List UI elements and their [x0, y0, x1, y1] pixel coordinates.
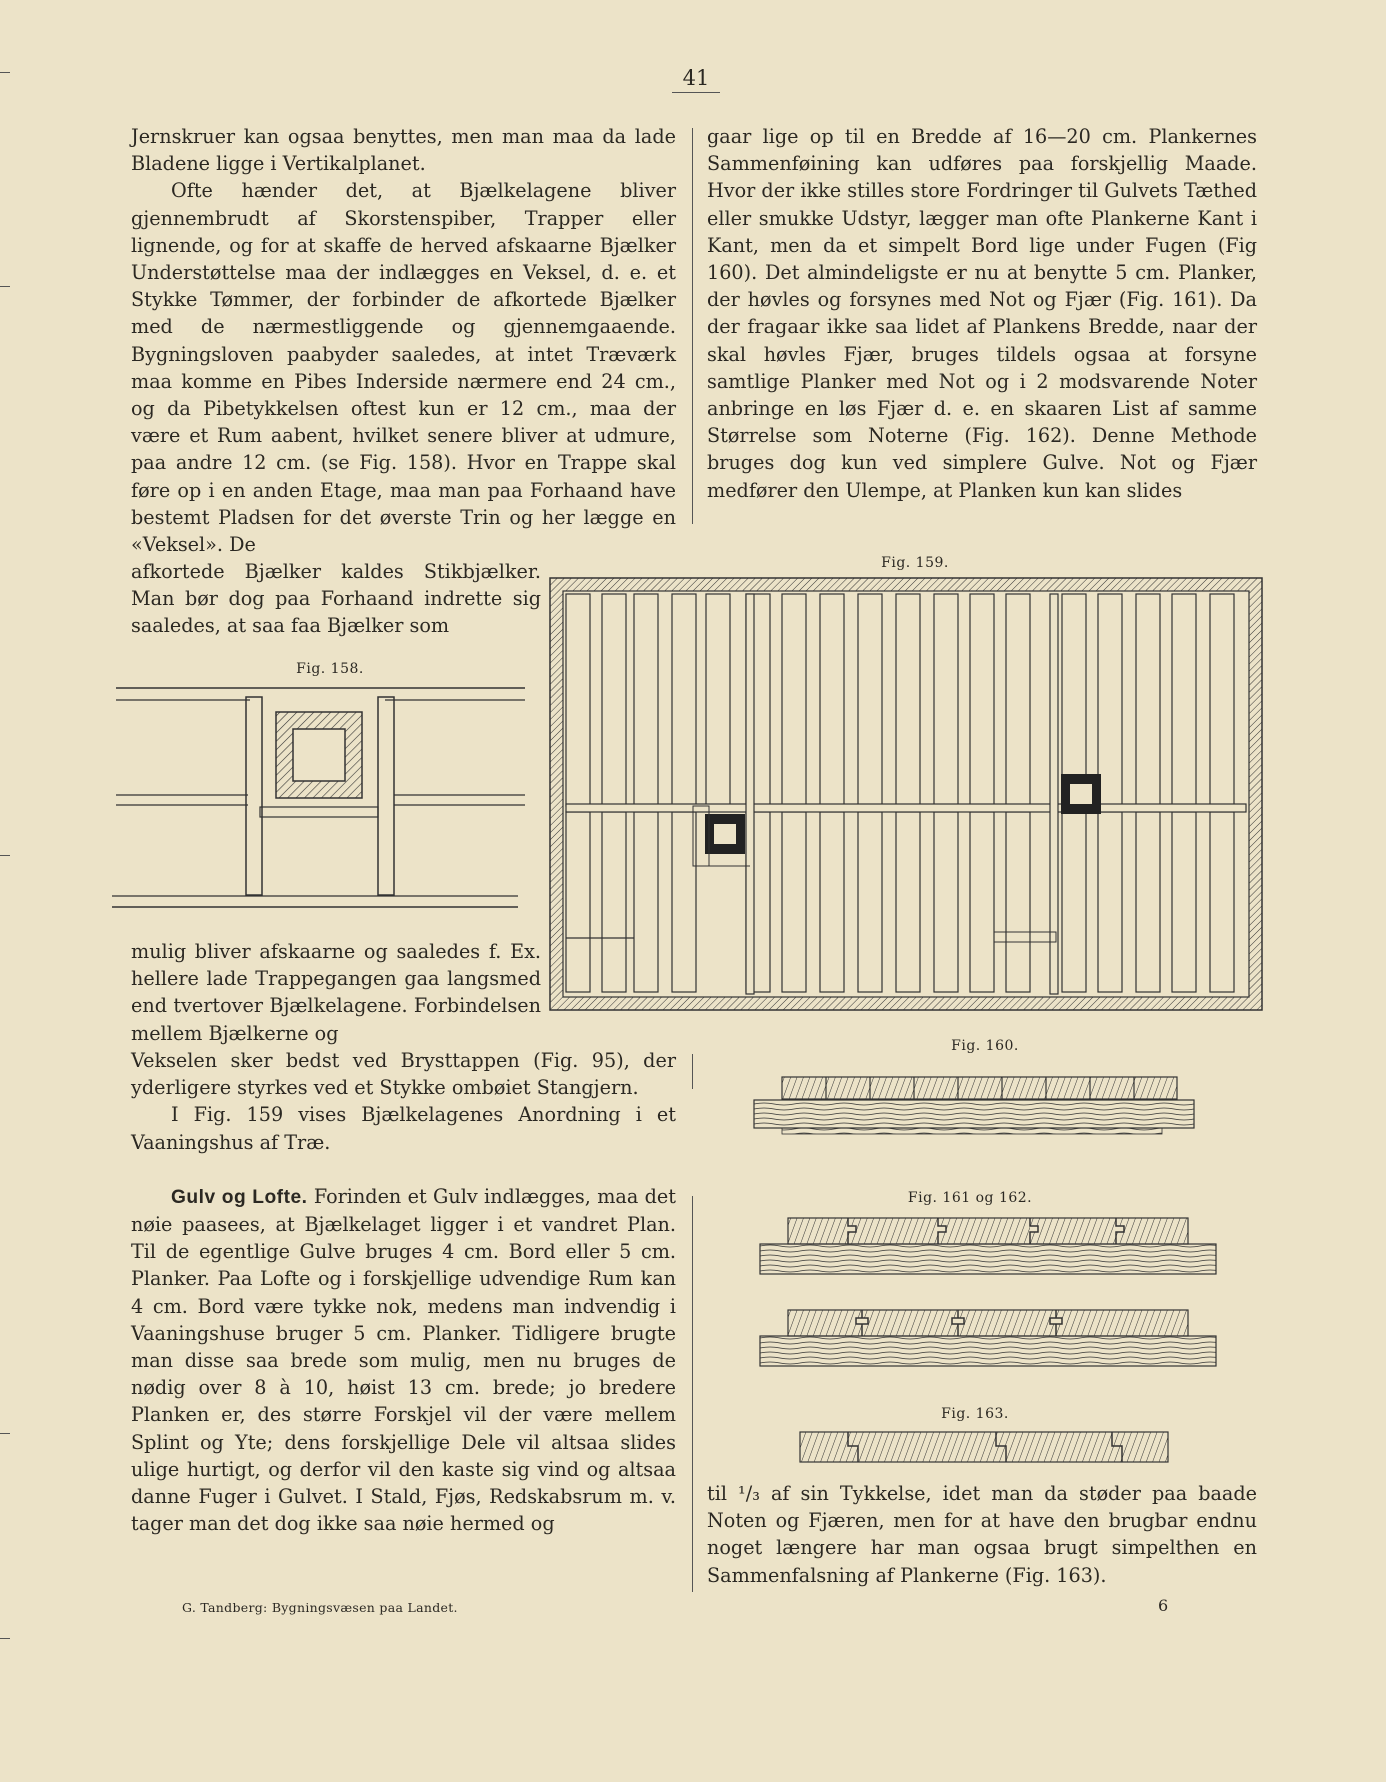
paragraph: Jernskruer kan ogsaa benyttes, men man maa da lade Bladene ligge i Vertikalplanet. — [131, 125, 676, 176]
joist-upper — [1098, 594, 1122, 806]
joist-lower — [820, 812, 844, 992]
scan-edge-mark — [0, 1433, 10, 1434]
joist-lower — [934, 812, 958, 992]
figure-163-rebated-joint-drawing — [800, 1430, 1170, 1466]
scan-edge-mark — [0, 286, 10, 287]
joist-upper — [566, 594, 590, 806]
joist-upper — [672, 594, 696, 806]
joist-lower — [672, 812, 696, 992]
figure-caption-158: Fig. 158. — [296, 661, 364, 677]
scan-edge-mark — [0, 1638, 10, 1639]
joist-lower — [970, 812, 994, 992]
column-divider — [692, 1196, 693, 1592]
column-divider — [692, 1054, 693, 1089]
scan-edge-mark — [0, 855, 10, 856]
left-column-narrow-lower — [131, 938, 541, 1047]
text-run: til — [707, 1482, 739, 1505]
paragraph-continued — [707, 1480, 1257, 1589]
figure-161-tongue-groove-drawing — [760, 1214, 1220, 1286]
paragraph-continued: mulig bliver afskaarne og saaledes f. Ex. hellere lade Trappegangen gaa langsmed end tvertover Bjælkelagene. Forbindelsen mellem Bjælkerne og — [131, 940, 541, 1045]
joist-upper — [970, 594, 994, 806]
main-beam — [746, 594, 754, 994]
scan-edge-mark — [0, 72, 10, 73]
joist-upper — [634, 594, 658, 806]
figure-159-joist-layout-drawing — [550, 578, 1262, 1010]
joist-lower — [1172, 812, 1196, 992]
figure-caption-163: Fig. 163. — [941, 1406, 1009, 1422]
figure-162-loose-tongue-drawing — [760, 1306, 1220, 1378]
joist-upper — [1136, 594, 1160, 806]
left-column-narrow — [131, 558, 541, 640]
figure-160-butt-joint-drawing — [754, 1072, 1204, 1152]
footer-note: G. Tandberg: Bygningsvæsen paa Landet. — [182, 1600, 458, 1615]
joist-lower — [1062, 812, 1086, 992]
joist-lower — [1098, 812, 1122, 992]
figure-caption-160: Fig. 160. — [951, 1038, 1019, 1054]
section-heading: Gulv og Lofte. — [171, 1186, 308, 1208]
joist-upper — [706, 594, 730, 806]
right-column-top — [707, 123, 1257, 504]
fraction: ¹/₃ — [738, 1482, 760, 1505]
joist-upper — [896, 594, 920, 806]
joist-lower — [1210, 812, 1234, 992]
joist-upper — [1172, 594, 1196, 806]
joist-lower — [858, 812, 882, 992]
paragraph-continued: Vekselen sker bedst ved Brysttappen (Fig. 95), der yderligere styrkes ved et Stykke ombøiet Stangjern. — [131, 1049, 676, 1100]
joist-upper — [858, 594, 882, 806]
column-divider — [692, 128, 693, 524]
joist-upper — [820, 594, 844, 806]
figure-caption-159: Fig. 159. — [881, 555, 949, 571]
text-run: af sin Tykkelse, idet man da støder paa baade Noten og Fjæren, men for at have den brugbar endnu noget længere har man ogsaa brugt simpelthen en Sammenfalsning af Plankerne (Fig. 163). — [707, 1482, 1257, 1587]
joist-lower — [1006, 812, 1030, 992]
paragraph-continued: gaar lige op til en Bredde af 16—20 cm. Plankernes Sammenføining kan udføres paa forskjellig Maade. Hvor der ikke stilles store Fordringer til Gulvets Tæthed eller smukke Udstyr, lægger man ofte Plankerne Kant i Kant, men da et simpelt Bord lige under Fugen (Fig 160). Det almindeligste er nu at benytte 5 cm. Planker, der høvles og forsynes med Not og Fjær (Fig. 161). Da der fragaar ikke saa lidet af Plankens Bredde, naar der skal høvles Fjær, bruges tildels ogsaa at forsyne samtlige Planker med Not og i 2 modsvarende Noter anbringe en løs Fjær d. e. en skaaren List af samme Størrelse som Noterne (Fig. 162). Denne Methode bruges dog kun ved simplere Gulve. Not og Fjær medfører den Ulempe, at Planken kun kan slides — [707, 125, 1257, 502]
joist-upper — [602, 594, 626, 806]
figure-caption-161-162: Fig. 161 og 162. — [907, 1190, 1033, 1206]
paragraph-text: Forinden et Gulv indlægges, maa det nøie paasees, at Bjælkelaget ligger i et vandret Plan. Til de egentlige Gulve bruges 4 cm. Bord eller 5 cm. Planker. Paa Lofte og i forskjellige udvendige Rum kan 4 cm. Bord være tykke nok, medens man indvendig i Vaaningshuse bruger 5 cm. Planker. Tidligere brugte man disse saa brede som mulig, men nu bruges de nødig over 8 à 10, høist 13 cm. brede; jo bredere Planken er, des større Forskjel vil der være mellem Splint og Yte; dens forskjellige Dele vil altsaa slides ulige hurtigt, og derfor vil den kaste sig vind og altsaa danne Fuger i Gulvet. I Stald, Fjøs, Redskabsrum m. v. tager man det dog ikke saa nøie hermed og — [131, 1184, 676, 1536]
paragraph-continued: afkortede Bjælker kaldes Stikbjælker. Man bør dog paa Forhaand indrette sig saaledes, at saa faa Bjælker som — [131, 560, 541, 638]
printer-signature-mark: 6 — [1158, 1596, 1169, 1615]
main-beam — [1050, 594, 1058, 994]
left-column-bottom — [131, 1047, 676, 1537]
trimmer-beam — [566, 804, 1246, 812]
joist-lower — [602, 812, 626, 992]
paragraph: I Fig. 159 vises Bjælkelagenes Anordning i et Vaaningshus af Træ. — [131, 1103, 676, 1154]
joist-lower — [1136, 812, 1160, 992]
joist-upper — [782, 594, 806, 806]
right-column-bottom — [707, 1480, 1257, 1589]
left-column-top — [131, 123, 676, 558]
figure-158-chimney-trimmer-drawing — [110, 678, 530, 918]
joist-lower — [566, 812, 590, 992]
joist-lower — [896, 812, 920, 992]
paragraph: Ofte hænder det, at Bjælkelagene bliver gjennembrudt af Skorstenspiber, Trapper eller lignende, og for at skaffe de herved afskaarne Bjælker Understøttelse maa der indlægges en Veksel, d. e. et Stykke Tømmer, der forbinder de afkortede Bjælker med de nærmestliggende og gjennemgaaende. Bygningsloven paabyder saaledes, at intet Træværk maa komme en Pibes Inderside nærmere end 24 cm., og da Pibetykkelsen oftest kun er 12 cm., maa der være et Rum aabent, hvilket senere bliver at udmure, paa andre 12 cm. (se Fig. 158). Hvor en Trappe skal føre op i en anden Etage, maa man paa Forhaand have bestemt Pladsen for det øverste Trin og her lægge en «Veksel». De — [131, 179, 676, 557]
joist-upper — [1210, 594, 1234, 806]
joist-upper — [934, 594, 958, 806]
page-number: 41 — [672, 66, 720, 93]
joist-lower — [782, 812, 806, 992]
joist-upper — [1006, 594, 1030, 806]
paragraph — [131, 1183, 676, 1538]
joist-lower — [634, 812, 658, 992]
